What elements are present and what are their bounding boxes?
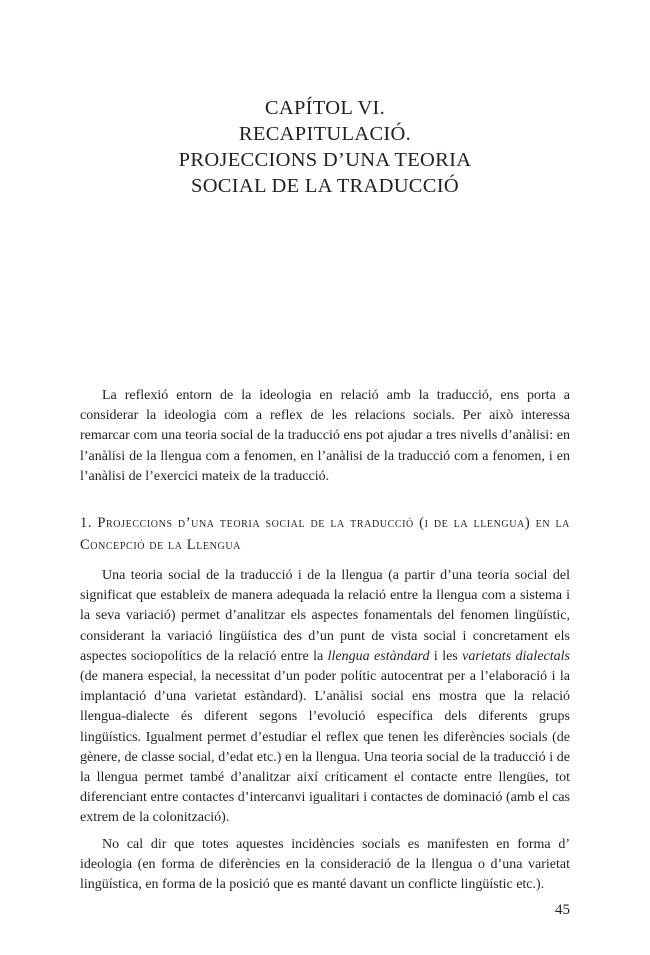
section-body	[80, 566, 570, 895]
intro-paragraph: La reflexió entorn de la ideologia en relació amb la traducció, ens porta a considerar la ideologia com a reflex de les relacions socials. Per això interessa remarcar com una teoria social de la traducció ens pot ajudar a tres nivells d’anàlisi: en l’anàlisi de la llengua com a fenomen, en l’anàlisi de la traducció com a fenomen, i en l’anàlisi de l’exercici mateix de la traducció.	[80, 388, 570, 484]
paragraph-text: (de manera especial, la necessitat d’un poder polític autocentrat per a l’elaboració i la implantació d’una varietat estàndard). L’anàlisi social ens mostra que la relació llengua-dialecte és diferent segons l’evolució específica dels diferents grups lingüístics. Igualment permet d’estudiar el reflex que tenen les diferències socials (de gènere, de classe social, d’edat etc.) en la llengua. Una teoria social de la traducció i de la llengua permet també d’analitzar així críticament el contacte entre llengües, tot diferenciant entre contactes d’intercanvi igualitari i contactes de dominació (amb el cas extrem de la colonització).	[80, 669, 570, 826]
intro-section	[80, 386, 570, 487]
chapter-title-line: CAPÍTOL VI.	[264, 97, 386, 119]
chapter-title-line: RECAPITULACIÓ.	[238, 123, 412, 145]
paragraph-text: i les	[429, 648, 463, 664]
chapter-title-line: PROJECCIONS D’UNA TEORIA	[178, 149, 472, 171]
body-paragraph: No cal dir que totes aquestes incidències socials es manifesten en forma d’ ideologia (en forma de diferències en la consideració de la llengua o d’una varietat lingüística, en forma de la posició que es manté davant un conflicte lingüístic etc.).	[80, 836, 570, 893]
paragraph-text: Una teoria social de la traducció i de la llengua (a partir d’una teoria social del significat que estableix de manera adequada la relació entre la llengua com a sistema i la seva variació) permet d’analitzar els aspectes fonamentals del fenomen lingüístic, considerant la variació lingüística des d’un punt de vista social i concretament els aspectes sociopolítics de la relació entre la	[80, 568, 570, 664]
italic-term: llengua estàndard	[327, 648, 430, 664]
page-number: 45	[555, 902, 570, 918]
chapter-title	[80, 95, 570, 199]
chapter-title-line: SOCIAL DE LA TRADUCCIÓ	[191, 175, 459, 197]
italic-term: varietats dialectals	[462, 648, 570, 664]
body-paragraph	[80, 566, 570, 829]
section-heading: 1. Projeccions d’una teoria social de la traducció (i de la llengua) en la Concepció de la Llengua	[80, 515, 570, 553]
